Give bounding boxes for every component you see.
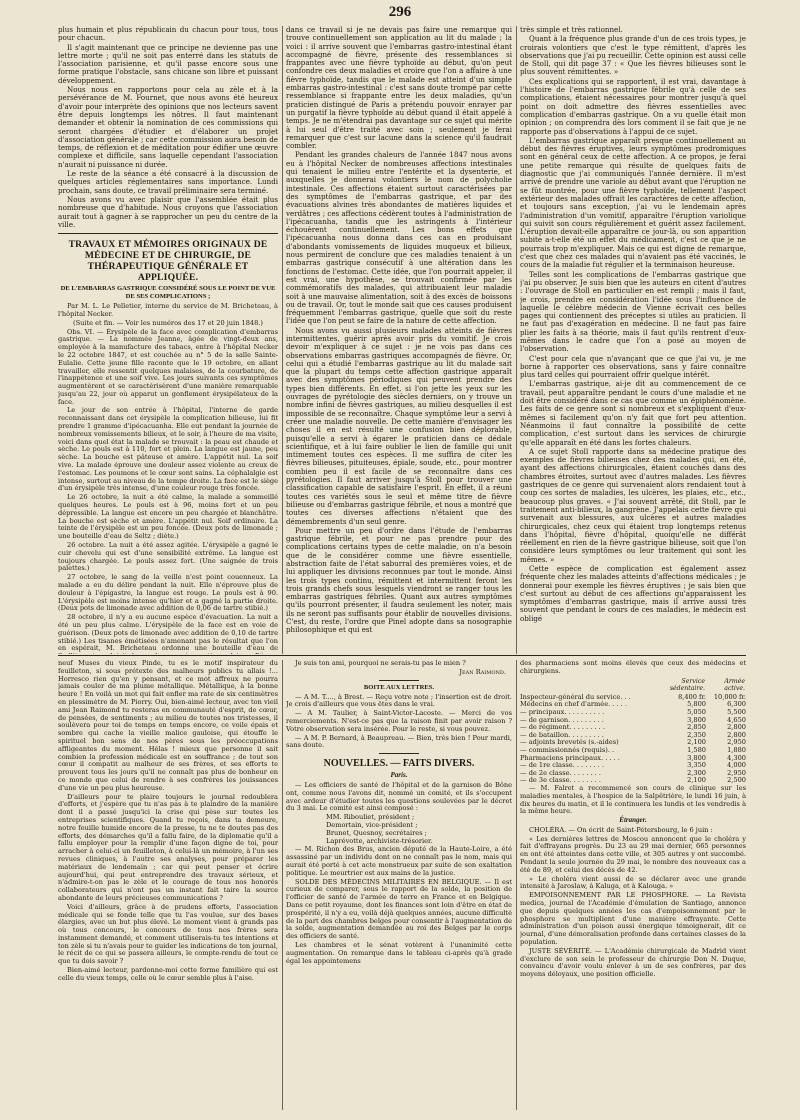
table-cell: 3,800	[687, 753, 706, 762]
paragraph: plus humain et plus républicain du chacun pour tous, tous pour chacun.	[58, 26, 278, 43]
table-header: Armée active.	[724, 677, 745, 693]
table-cell: 6,300	[727, 700, 746, 709]
paragraph: très simple et très rationnel.	[520, 26, 623, 34]
paragraph: L'embarras gastrique, ai-je dit au commencement de ce travail, peut apparaître pendant le cours d'une maladie et ne doit être considéré dans ce cas que comme un épiphénomène. Les faits de ce genre sont si nombreux et s'expliquent d'eux-mêmes si facilement qu'on n'y fait que fort peu attention. Néanmoins il faut connaître la possibilité de cette complication, c'est surtout dans les services de chirurgie qu'elle apparaît en été dans les fortes chaleurs.	[520, 379, 746, 447]
table-cell: 8,400 fr.	[678, 692, 706, 701]
committee-list: MM. Ribouliet, président ; Demortain, vice-président ; Brunet, Quesnoy, secrétaires ; Laprévotte, archiviste-trésorier.	[326, 813, 433, 845]
letter-item: — A M. T...., à Brest. — Reçu votre note ; l'insertion est de droit. Je crois d'ailleurs que vous êtes dans le vrai.	[286, 692, 512, 709]
column-divider	[516, 26, 517, 654]
paragraph: L'embarras gastrique apparaît presque continuellement au début des fièvres éruptives, leurs symptômes prodromiques sont en général ceux de cette affection. A ce propos, je ferai une petite remarque qui résulte de quelques faits de diagnostic que j'ai communiqués l'année dernière. Il m'est arrivé de prendre une variole au début avant que l'éruption ne se fût montrée, pour une fièvre typhoïde, tellement l'aspect extérieur des malades offrait les caractères de cette affection, et toujours sans exception, j'ai vu le lendemain après l'administration d'un vomitif, apparaître l'éruption variolique qui suivit son cours régulièrement et guérit assez facilement. L'éruption devait-elle apparaître ce jour-là, ou son apparition subite a-t-elle été un effet du médicament, c'est ce que je ne pourrais trop m'expliquer. Mais ce qui est digne de remarque, c'est que chez ces malades qui n'avaient pas été vaccinés, le cours de la maladie fut régulier et la terminaison heureuse.	[520, 135, 746, 270]
paragraph: Je suis ton ami, pourquoi ne serais-tu pas le mien ?	[295, 660, 466, 667]
paragraph: C'est pour cela que n'avançant que ce que j'ai vu, je me borne à rapporter ces observations, sans y faire connaître plus tard celles qui pourraient offrir quelque intérêt.	[520, 353, 746, 380]
table-cell: Médecins en chef d'armée. . . . .	[520, 700, 627, 709]
news-item: EMPOISONNEMENT PAR LE PHOSPHORE. — La Revista medica, journal de l'Académie d'émulation de Santiago, annonce que depuis quelques années les cas d'empoisonnement par le phosphore se multiplient d'une manière effrayante. Cette administration d'un poison aussi énergique témoignerait, dit ce journal, d'une démoralisation profonde dans certaines classes de la population.	[520, 891, 746, 947]
news-subtitle: Paris.	[390, 771, 408, 780]
column-divider	[282, 26, 283, 654]
table-cell: 4,300	[727, 753, 746, 762]
table-cell: 2,950	[727, 768, 746, 777]
news-item: — Les officiers de santé de l'hôpital et de la garnison de Bône ont, comme nous l'avons dit, nommé un comité, et ils s'occupent avec ardeur d'étudier toutes les questions soulevées par le décret du 3 mai. Le comité est ainsi composé :	[286, 780, 512, 813]
table-cell: — de garnison. . . . . . . . .	[520, 715, 604, 724]
table-cell: 10,000 fr.	[713, 692, 746, 701]
news-item: SOLDE DES MÉDECINS MILITAIRES EN BELGIQUE. — Il est curieux de comparer, sous le rapport de la solde, la position de l'officier de santé de l'armée de terre en France et en Belgique. Dans ce petit royaume, dont les finances sont loin d'être en état de prospérité, il n'y a eu, voilà déjà quelques années, aucune difficulté de la part des chambres belges pour consentir à l'augmentation de la solde, augmentation demandée au roi des Belges par le corps des officiers de santé.	[286, 877, 512, 941]
bottom-column-3	[520, 660, 746, 1110]
observation-paragraph: 28 octobre, il n'y a eu aucune espèce d'évacuation. La nuit a été un peu plus calme. L'érysipèle de la face est en voie de guérison. (Deux pots de limonade avec addition de 0,10 de tartre stibié.) Les tisanes émétisées n'amenant pas le résultat que l'on en espérait, M. Bricheteau ordonne une bouteille d'eau de	[58, 613, 278, 653]
paragraph: Telles sont les complications de l'embarras gastrique que j'ai pu observer. Je suis bien que les auteurs en citent d'autres : l'ouvrage de Stoll en particulier en est rempli ; mais il faut, je crois, prendre en considération l'idée sous l'influence de laquelle le célèbre médecin de Vienne écrivait ces belles pages qui contiennent des préceptes si utiles au praticien. Il ne faut pas d'exagération en médecine. Il ne faut pas faire plier les faits à sa théorie, mais il faut qu'ils rentrent d'eux-mêmes dans le cadre que l'on a posé au moyen de l'observation.	[520, 269, 746, 354]
paragraph: Nous avons vu aussi plusieurs malades atteints de fièvres intermittentes, guérir après avoir pris du vomitif. Je crois devoir m'expliquer à ce sujet : je ne vois pas dans ces observations embarras gastriques accompagnés de fièvre. Or, celui qui a étudié l'embarras gastrique au lit du malade sait que la plupart du temps cette affection gastrique apparaît avec des symptômes périodiques qui peuvent prendre des types bien différents. En effet, si l'on jette les yeux sur les ouvrages de pyrétologie des siècles derniers, on y trouve un nombre infini de fièvres gastriques, au milieu desquelles il est impossible de se reconnaître. Chaque symptôme leur a servi à créer une maladie nouvelle. De cette manière d'envisager les choses il en est résulté une confusion bien déplorable, puisqu'elle a servi à égarer le praticien dans ce dédale scientifique, et à lui faire oublier le lien de famille qui unit intimement toutes ces espèces. Il me suffira de citer les fièvres bilieuses, pituiteuses, épiale, soude, etc., pour montrer combien peu il est facile de se reconnaître dans ces pyrétologies. Il faut arriver jusqu'à Stoll pour trouver une classification capable de satisfaire l'esprit. En effet, il a réuni toutes ces variétés sous le seul et même titre de fièvre bilieuse ou d'embarras gastrique fébrile, et nous a montré que toutes ces diverses affections n'étaient que des démembrements d'un seul genre.	[286, 325, 512, 526]
table-cell: 2,500	[727, 776, 746, 785]
table-cell: — de bataillon. . . . . . . . .	[520, 730, 604, 739]
paragraph: A ce sujet Stoll rapporte dans sa médecine pratique des exemples de fièvres bilieuses chez des malades qui, en été, ayant des affections chirurgicales, étaient couchés dans des chambres étroites, surtout avec d'autres malades. Les fièvres gastriques de ce genre qui survenaient alors rendaient tout à coup ces sortes de maladies, les ulcères, les plaies, etc., etc., beaucoup plus graves. « J'ai souvent arrêté, dit Stoll, par le traitement anti-bilieux, la gangrène. J'appelais cette fièvre qui survenait aux blessures, aux ulcères et autres maladies chirurgicales, chez ceux qui étaient trop longtemps retenus dans l'hôpital, fièvre d'hôpital, quoiqu'elle ne différât réellement en rien de la fièvre gastrique bilieuse, soit que l'on considère leurs symptômes ou leur traitement qui sont les mêmes. »	[520, 446, 746, 564]
paragraph: Le reste de la séance a été consacré à la discussion de quelques articles réglementaires sans importance. Lundi prochain, sans doute, ce travail préliminaire sera terminé.	[58, 169, 278, 195]
column-divider	[282, 660, 283, 1110]
news-item: JUSTE SÉVÉRITÉ. — L'Académie chirurgicale de Madrid vient d'exclure de son sein le professeur de chirurgie Don N. Duque, convaincu d'avoir voulu enlever à un de ses confrères, par des moyens déloyaux, une position officielle.	[520, 946, 746, 979]
feuilleton-divider	[58, 655, 746, 656]
observation-paragraph: Le 26 octobre, la nuit a été calme, la malade a sommeillé quelques heures. Le pouls est à 96, moins fort et un peu dépressible. La langue est encore un peu chargée et blanchâtre. La bouche est sèche et amère. L'appétit nul. Soif ordinaire. La teinte de l'érysipèle est un peu foncée. (Deux pots de limonade ; une bouteille d'eau de Seltz ; diète.)	[58, 493, 278, 541]
paragraph: Il s'agit maintenant que ce principe ne devienne pas une lettre morte ; qu'il ne soit pas enterré dans les statuts de l'association parisienne, et qu'il passe encore sous une forme pratique l'obstacle, sans chicane son libre et puissant développement.	[58, 42, 278, 85]
table-header: Service sédentaire.	[669, 677, 705, 693]
short-rule	[379, 753, 419, 754]
paragraph: des pharmaciens sont moins élevés que ceux des médecins et chirurgiens.	[520, 660, 746, 675]
news-item: — M. Richon des Brus, ancien député de la Haute-Loire, a été assassiné par un individu dont on ne connaît pas le nom, mais qui aurait été porté à cet acte monstrueux par suite de son exaltation politique. Le meurtrier est aux mains de la justice.	[286, 845, 512, 877]
observation-paragraph: Obs. VI. — Érysipèle de la face avec complication d'embarras gastrique. — La nommée Jeanne, âgée de vingt-deux ans, employée à la manufacture des tabacs, entre à l'hôpital Necker le 22 octobre 1847, et est couchée au n° 5 de la salle Sainte-Eulalie. Cette jeune fille raconte que le 19 octobre, en allant travailler, elle ressentit quelques malaises, de la courbature, de l'inappétence et une soif vive. Les jours suivants ces symptômes augmentèrent et se caractérisèrent d'une manière remarquable jusqu'au 22, jour où apparut un gonflement érysipélateux de la face.	[58, 327, 278, 406]
table-cell: — adjoints brevetés (s.-aides)	[520, 738, 619, 747]
foreign-title: Étranger.	[619, 816, 647, 825]
observation-paragraph: Le jour de son entrée à l'hôpital, l'interne de garde reconnaissant dans cet érysipèle la complication bilieuse, lui fit prendre 1 gramme d'ipécacuanha. Elle eut pendant la journée de nombreux vomissements bilieux, et le soir, à l'heure de ma visite, voici dans quel état la malade se trouvait : la peau est chaude et sèche. Le pouls est à 110, fort et plein. La langue est jaune, peu sèche. La bouche est pâteuse et amère. L'appétit nul. La soif vive. La malade éprouve une douleur assez violente au creux de l'estomac. Les poumons et le cœur sont sains. La céphalalgie est intense, surtout au niveau de la tempe droite. La face est le siège d'un érysipèle très intense, d'une couleur rouge très foncée.	[58, 406, 278, 493]
article-note: (Suite et fin. — Voir les numéros des 17 et 20 juin 1848.)	[73, 318, 263, 327]
table-cell: 2,800	[727, 730, 746, 739]
news-item: » Le choléra vient aussi de se déclarer avec une grande intensité à Jaroslaw, à Kaluga, et à Kalouga. »	[520, 874, 746, 891]
paragraph: D'ailleurs pour te plaire toujours le journal redoublera d'efforts, et j'espère que tu n'as pas à te plaindre de la manière dont il a passé jusqu'ici la crise qui pèse sur toutes les entreprises scientifiques. Quand tu reçois, dans ta demeure, notre feuille humide encore de la presse, tu ne te doutes pas des efforts, des démarches qu'il a fallu faire, de la diplomatie qu'il a fallu employer pour la remplir d'une façon digne de toi, pour arracher à celui-ci un feuilleton, à celui-là un mémoire, à l'un ses revues cliniques, à l'autre ses analyses, pour préparer les matériaux de lendemain ; car qui peut penser et écrire aujourd'hui, qui peut entreprendre des travaux sérieux, et n'admire-t-on pas le zèle et le courage de tous nos honorés collaborateurs qui n'ont pas un instant fait taire la source abondante de leurs précieuses communications ?	[58, 792, 278, 902]
letters-title: BOITE AUX LETTRES.	[363, 683, 435, 691]
article-title: DE L'EMBARRAS GASTRIQUE CONSIDÉRÉ SOUS LE POINT DE VUE DE SES COMPLICATIONS ;	[60, 285, 276, 301]
table-cell: 2,350	[687, 730, 706, 739]
paragraph: Voici d'ailleurs, grâce à de prudens efforts, l'association médicale qui se fonde telle que tu l'as voulue, sur des bases élargies, avec un but plus élevé. Le moment vient à grands pas où tous concours, le concours de tous nos frères sera instamment demandé, et comment utiliserais-tu tes intentions et ton zèle si tu n'avais pour te guider les indications de ton journal, le récit de ce qui se passera ailleurs, le compte-rendu de tout ce que tu dois savoir ?	[58, 902, 278, 966]
table-cell: 4,000	[727, 761, 746, 770]
table-cell: 5,800	[687, 700, 706, 709]
column-divider	[516, 660, 517, 1110]
paragraph: Bien-aimé lecteur, pardonne-moi cette forme familière qui est celle du vieux temps, celle où le cœur semble plus à l'aise.	[58, 966, 278, 982]
table-cell: — de régiment. . . . . . . . .	[520, 723, 605, 732]
paragraph: dans ce travail si je ne devais pas faire une remarque qui trouve continuellement son application au lit du malade ; la voici : il arrive souvent que l'embarras gastro-intestinal étant accompagné de fièvre, présente des ressemblances si frappantes avec une fièvre typhoïde au début, qu'on peut confondre ces deux maladies et croire que l'on a affaire à une fièvre typhoïde, tandis que le malade est atteint d'un simple embarras gastro-intestinal : c'est sans doute trompé par cette ressemblance si frappante entre les deux maladies, qu'un praticien distingué de Paris a prétendu pouvoir enrayer par un purgatif la fièvre typhoïde au début quand il était appelé à temps. Je ne m'étendrai pas davantage sur ce sujet qui mérite à lui seul d'être traité avec soin ; seulement je ferai remarquer que c'est sur lacune dans la science qu'il faudrait combler.	[286, 26, 512, 151]
table-cell: — commissionnés (requis). .	[520, 745, 615, 754]
table-cell: — de 3e classe. . . . . . . .	[520, 776, 601, 785]
paragraph: Pendant les grandes chaleurs de l'année 1847 nous avons eu à l'hôpital Necker de nombreuses affections intestinales qui tenaient le milieu entre l'entérite et la dysenterie, et auxquelles je donnerai volontiers le nom de polycholie intestinale. Ces affections étaient surtout caractérisées par des symptômes de l'embarras gastrique, et par des évacuations alvines très abondantes de matières liquides et verdâtres ; ces affections cédèrent toutes à l'administration de l'ipécacuanha, tandis que les astringents à l'intérieur échouèrent continuellement. Les bons effets que l'ipécacuanha nous donna dans ces cas en produisant d'abondants vomissements de liquides muqueux et bilieux, nous permirent de conclure que ces maladies tenaient à un embarras gastrique consécutif à une altération dans les fonctions de l'estomac. Cette idée, que l'on pourrait appeler, il est vrai, une hypothèse, se trouvait confirmée par les commémoratifs des malades, qui attribuaient leur maladie soit à une mauvaise alimentation, soit à des excès de boissons ou de travail. Or, tout le monde sait que ces causes produisent fréquemment l'embarras gastrique, quelle que soit du reste l'idée que l'on peut se faire de la nature de cette affection.	[286, 150, 512, 326]
table-cell: 2,950	[727, 738, 746, 747]
table-cell: 2,100	[687, 776, 706, 785]
section-title: TRAVAUX ET MÉMOIRES ORIGINAUX DE MÉDECINE ET DE CHIRURGIE, DE THÉRAPEUTIQUE GÉNÉRALE ET APPLIQUÉE.	[68, 239, 268, 284]
table-cell: 1,880	[727, 745, 746, 754]
news-item: CHOLÉRA. — On écrit de Saint-Pétersbourg, le 6 juin :	[529, 825, 713, 834]
page-number: 296	[388, 4, 412, 20]
table-cell: 2,850	[687, 723, 706, 732]
section-rule	[58, 233, 278, 234]
observation-paragraph: 27 octobre, le sang de la veille n'est point couenneux. La malade a eu du délire pendant la nuit. Elle n'éprouve plus de douleur à l'épigastre, la langue est rouge. Le pouls est à 90. L'érysipèle est moins intense qu'hier et a gagné la partie droite. (Deux pots de limonade avec addition de 0,06 de tartre stibié.)	[58, 573, 278, 613]
table-cell: — de 2e classe. . . . . . . .	[520, 768, 601, 777]
short-rule	[379, 680, 419, 681]
paragraph: Cette espèce de complication est également assez fréquente chez les malades atteints d'affections médicales ; je donnerai pour exemple les fièvres éruptives ; je sais bien que c'est surtout au début de ces affections qu'apparaissent les symptômes d'embarras gastrique, mais il arrive aussi très souvent que pendant le cours de ces maladies, le médecin est obligé	[520, 564, 746, 623]
table-cell: 5,500	[727, 707, 746, 716]
table-cell: — principaux. . . . . . . . . .	[520, 707, 605, 716]
letter-item: — A M. P. Bernard, à Beaupreau. — Bien, très bien ! Pour mardi, sans doute.	[286, 733, 512, 750]
paragraph: Nous avons vu avec plaisir que l'assemblée était plus nombreuse que d'habitude. Nous croyons que l'association aurait tout à gagner à se rapprocher un peu du centre de la ville.	[58, 194, 278, 229]
table-header-row	[520, 677, 746, 694]
table-cell: 3,800	[687, 715, 706, 724]
table-cell: 2,300	[687, 768, 706, 777]
bottom-column-2	[286, 660, 512, 1110]
salary-table	[520, 677, 746, 785]
table-cell: 3,350	[687, 761, 706, 770]
signature: Jean Raimond.	[459, 667, 506, 676]
news-item: Les chambres et le sénat votèrent à l'unanimité cette augmentation. On remarque dans le tableau ci-après qu'à grade égal les appointemens	[286, 940, 512, 965]
letter-item: — A M. Taulier, à Saint-Victor-Lacoste. — Merci de vos remerciements. N'est-ce pas que la raison finit par avoir raison ? Votre observation sera insérée. Pour le reste, si vous pouvez.	[286, 709, 512, 733]
feuilleton-column	[58, 660, 278, 1110]
news-title: NOUVELLES. — FAITS DIVERS.	[323, 758, 475, 770]
paragraph: Pour mettre un peu d'ordre dans l'étude de l'embarras gastrique fébrile, et pour ne pas prendre pour des complications certains types de cette maladie, on n'a besoin que de le considérer comme une fièvre essentielle, abstraction faite de l'état saburral des premières voies, et de lui appliquer les divisions reconnues par tout le monde. Ainsi les trois types continu, rémittent et intermittent feront les trois grands chefs sous lesquels viendront se ranger tous les embarras gastriques fébriles. Quant aux autres symptômes qu'ils pourront présenter, il faudra seulement les noter, mais ils ne seront pas suffisants pour établir de nouvelles divisions. C'est, du reste, l'ordre que Pinel adopte dans sa nosographie philosophique et qui est	[286, 525, 512, 635]
table-cell: Pharmaciens principaux. . . . .	[520, 753, 620, 762]
table-cell: 5,050	[687, 707, 706, 716]
table-cell: 1,580	[687, 745, 706, 754]
table-cell: 2,100	[687, 738, 706, 747]
column-3	[520, 26, 746, 654]
column-1	[58, 26, 278, 654]
table-cell: 2,800	[727, 723, 746, 732]
observation-paragraph: 26 octobre. La nuit a été assez agitée. L'érysipèle a gagné le cuir chevelu qui est d'une sensibilité extrême. La langue est toujours chargée. Le pouls assez fort. (Une saignée de trois palettes.)	[58, 541, 278, 573]
paragraph: Nous nous en rapportons pour cela au zèle et à la persévérance de M. Fournet, que nous avons été heureux d'avoir pour interprète des opinions que nos lecteurs savent être depuis longtemps les nôtres. Il faut maintenant demander et obtenir la nomination de ces commissions qui seront chargées d'étudier et d'élaborer un projet d'association générale ; car cette commission aura besoin de temps, de réflexion et de méditation pour édifier une œuvre complexe et difficile, sans laquelle cependant l'association n'aurait ni puissance ni durée.	[58, 85, 278, 169]
article-author: Par M. L. Le Pelletier, interne du service de M. Bricheteau, à l'hôpital Necker.	[58, 302, 278, 318]
paragraph: — M. Falret a recommencé son cours de clinique sur les maladies mentales, à l'hospice de la Salpêtrière, le lundi 16 juin, à dix heures du matin, et il le continuera les lundis et les vendredis à la même heure.	[520, 783, 746, 816]
table-cell: — de 1re classe. . . . . . . .	[520, 761, 605, 770]
paragraph: Quant à la fréquence plus grande d'un de ces trois types, je croirais volontiers que c'est le type rémittent, d'après les observations que j'ai pu recueillir. Cette opinion est aussi celle de Stoll, qui dit page 37 : « Que les fièvres bilieuses sont le plus souvent rémittentes. »	[520, 34, 746, 77]
column-2	[286, 26, 512, 654]
news-item: « Les dernières lettres de Moscou annoncent que le choléra y fait d'effrayans progrès. Du 23 au 29 mai dernier, 665 personnes en ont été atteintes dans cette ville, et 305 autres y ont succombé. Pendant la seule journée du 29 mai, le nombre des nouveaux cas a été de 89, et celui des décès de 42.	[520, 834, 746, 874]
paragraph: neuf Muses du vieux Pinde, tu es le motif inspirateur du feuilleton, si sous prétexte des malheurs publics tu allais !... Horresco rien qu'en y pensant, et ce mot affreux ne pourra jamais couler de ma plume métallique. Métallique, à la bonne heure ! En voilà un mot qui fait enfler ma rate de six centimètres en plessimètre de M. Piorry. Oui, bien-aimé lecteur, avec ton vieil ami Jean Raimond tu resteras en communauté d'esprit, de cœur, de pensées, de sentiments ; au milieu de toutes nos tristesses, il soulèvera pour toi de temps en temps encore, ce voile épais et sombre qui cache la vieille malice gauloise, qui étouffe le spirituel bon sens de nos pères sous les préoccupations affligeantes du moment. Hélas ! mieux que personne il sait combien la profession médicale est en souffrance ; de tout son cœur il compatit au malheur de ses frères, et ses efforts te prouvent tous les jours qu'il ne connaît pas plus de bonheur en ce monde que celui de rendre à ses confrères les jouissances d'une vie un peu plus heureuse.	[58, 660, 278, 792]
table-cell: 4,650	[727, 715, 746, 724]
table-cell: Inspecteur-général du service. . .	[520, 692, 631, 701]
paragraph: Ces explications qui se rapportent, il est vrai, davantage à l'histoire de l'embarras gastrique fébrile qu'à celle de ses complications, étaient nécessaires pour montrer jusqu'à quel point on doit admettre des fièvres essentielles avec complication d'embarras gastrique. On a vu quelle était mon opinion ; on comprendra dès lors comment il se fait que je ne rapporte pas d'observations à l'appui de ce sujet.	[520, 76, 746, 136]
